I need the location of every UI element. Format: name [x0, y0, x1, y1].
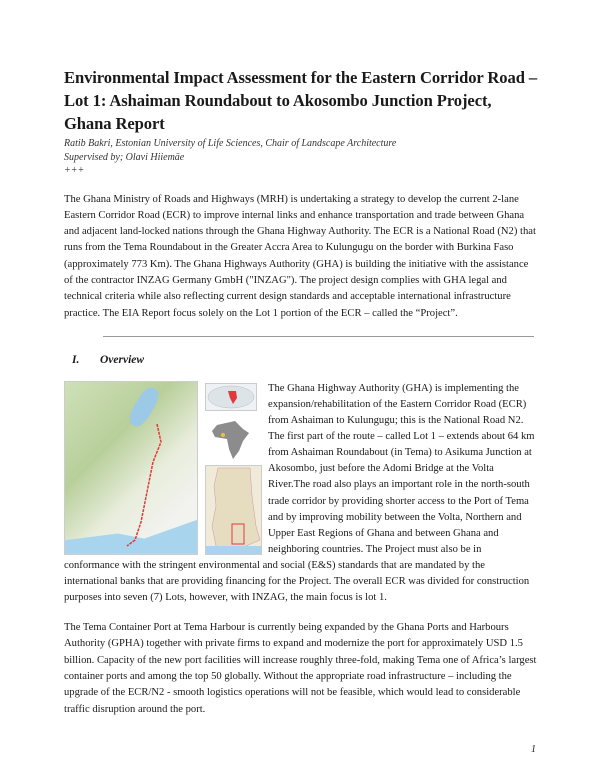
- intro-paragraph: The Ghana Ministry of Roads and Highways (MRH) is undertaking a strategy to develop the current 2-lane Eastern Corridor Road (ECR) to improve internal links and enhance transportation and trade between Ghana and adjacent land-locked nations through the Ghana Highway Authority. The ECR is a National Road (N2) that runs from the Tema Roundabout in the Greater Accra Area to Kulungugu on the border with Burkina Faso (approximately 773 Km). The Ghana Highways Authority (GHA) is building the initiative with the assistance of the contractor INZAG Germany GmbH ("INZAG"). The project design complies with GHA legal and technical criteria while also reflecting current design standards and acceptable international infrastructure practice. The EIA Report focus solely on the Lot 1 portion of the ECR – called the “Project”.: [64, 193, 536, 319]
- port-paragraph: The Tema Container Port at Tema Harbour is currently being expanded by the Ghana Ports and Harbours Authority (GPHA) together with private firms to expand and modernize the port for approximately USD 1.5 billion. Capacity of the new port facilities will increase roughly three-fold, making Tema one of Africa’s largest container ports and among the top 50 globally. Without the appropriate road infrastructure – including the upgrade of the ECR/N2 - smooth logistics operations will not be feasible, which would lead to considerable traffic disruption around the port.: [64, 622, 537, 715]
- document-title: Environmental Impact Assessment for the Eastern Corridor Road – Lot 1: Ashaiman Roundabout to Akosombo Junction Project, Ghana Report: [64, 68, 538, 133]
- overview-block: [64, 381, 538, 606]
- route-line: [65, 382, 197, 554]
- section-divider: [103, 336, 534, 337]
- byline: [64, 137, 538, 178]
- section-heading: [72, 353, 538, 367]
- page-number: 1: [531, 744, 536, 755]
- author-line: Ratib Bakri, Estonian University of Life Sciences, Chair of Landscape Architecture: [64, 138, 397, 149]
- supervisor-line: Supervised by; Olavi Hiiemäe: [64, 151, 185, 163]
- world-locator-map: [205, 383, 257, 411]
- overview-paragraph: The Ghana Highway Authority (GHA) is implementing the expansion/rehabilitation of the Eastern Corridor Road (ECR) from Ashaiman to Kulungugu; this is the National Road N2. The first part of the route – called Lot 1 – extends about 64 km from Ashaiman Roundabout (in Tema) to Asikuma Junction at Akosombo, just before the Adomi Bridge at the Volta River.The road also plays an important role in the north-south trade corridor by providing shorter access to the Port of Tema and by improving mobility between the Volta, Northern and Upper East Regions of Ghana and between Ghana and neighboring countries. The Project must also be in conformance with the stringent environmental and social (E&S) standards that are mandated by the international banks that are providing financing for the Project. The overall ECR was divided for construction purposes into seven (7) Lots, however, with INZAG, the main focus is lot 1.: [64, 382, 535, 604]
- section-title: Overview: [100, 353, 145, 366]
- separator-marks: +++: [64, 165, 85, 176]
- route-map-figure: [64, 381, 260, 555]
- route-map: [64, 381, 198, 555]
- document-page: [64, 66, 538, 756]
- ghana-locator-map: [205, 465, 262, 555]
- section-number: I.: [72, 353, 80, 366]
- africa-locator-map: [209, 417, 253, 461]
